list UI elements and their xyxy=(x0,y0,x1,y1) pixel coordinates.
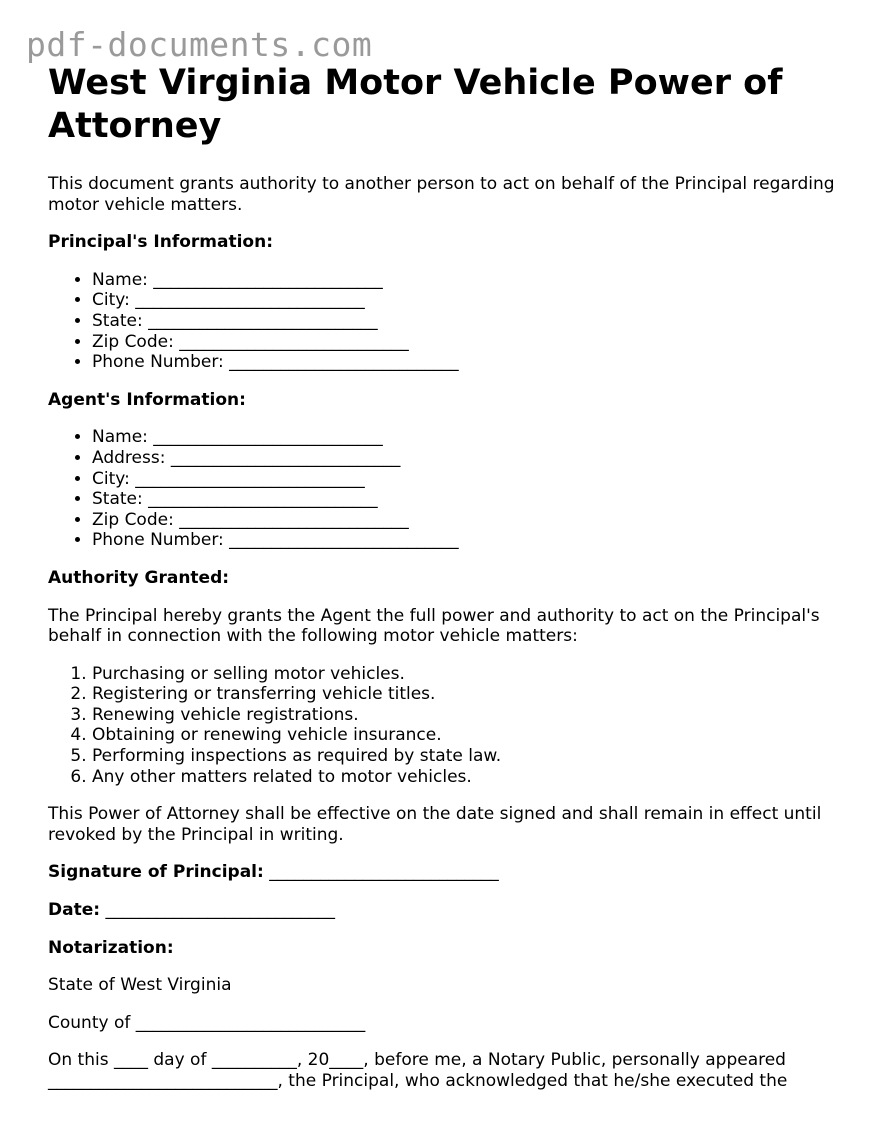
principal-fields-list xyxy=(48,270,848,373)
notary-statement: On this ____ day of __________, 20____, before me, a Notary Public, personally appeared ___________________________, the Principal, who acknowledged that he/she executed the xyxy=(48,1050,788,1091)
agent-zip-field: • Zip Code: ___________________________ xyxy=(92,510,848,531)
agent-heading: Agent's Information: xyxy=(48,389,246,410)
principal-state-field: • State: ___________________________ xyxy=(92,311,848,332)
signature-blank: ___________________________ xyxy=(269,862,499,883)
document-page xyxy=(48,62,848,1109)
authority-paragraph: The Principal hereby grants the Agent the full power and authority to act on the Principal's behalf in connection with the following motor vehicle matters: xyxy=(48,605,820,647)
authority-heading: Authority Granted: xyxy=(48,567,230,588)
watermark: pdf-documents.com xyxy=(26,25,373,64)
principal-heading: Principal's Information: xyxy=(48,232,273,253)
agent-address-field: • Address: ___________________________ xyxy=(92,448,848,469)
effective-paragraph: This Power of Attorney shall be effective on the date signed and shall remain in effect until revoked by the Principal in writing. xyxy=(48,804,822,845)
intro-paragraph: This document grants authority to another person to act on behalf of the Principal regarding motor vehicle matters. xyxy=(48,174,835,215)
agent-fields-list xyxy=(48,427,848,551)
date-line xyxy=(48,900,848,921)
authority-item: 4. Obtaining or renewing vehicle insurance. xyxy=(92,725,848,746)
authority-item: 1. Purchasing or selling motor vehicles. xyxy=(92,664,848,685)
notarization-heading: Notarization: xyxy=(48,937,174,958)
principal-city-field: • City: ___________________________ xyxy=(92,290,848,311)
authority-item: 3. Renewing vehicle registrations. xyxy=(92,705,848,726)
principal-phone-field: • Phone Number: ___________________________ xyxy=(92,352,848,373)
agent-city-field: • City: ___________________________ xyxy=(92,469,848,490)
authority-item: 2. Registering or transferring vehicle titles. xyxy=(92,684,848,705)
agent-state-field: • State: ___________________________ xyxy=(92,489,848,510)
principal-name-field: • Name: ___________________________ xyxy=(92,270,848,291)
signature-label: Signature of Principal: xyxy=(48,862,264,883)
date-label: Date: xyxy=(48,900,101,921)
date-blank: ___________________________ xyxy=(105,900,335,921)
authority-item: 5. Performing inspections as required by state law. xyxy=(92,746,848,767)
document-title: West Virginia Motor Vehicle Power of Attorney xyxy=(48,63,783,146)
notary-county: County of ___________________________ xyxy=(48,1012,366,1033)
signature-line xyxy=(48,862,848,883)
notary-state: State of West Virginia xyxy=(48,975,232,996)
authority-item: 6. Any other matters related to motor vehicles. xyxy=(92,767,848,788)
authority-list xyxy=(48,664,848,788)
principal-zip-field: • Zip Code: ___________________________ xyxy=(92,332,848,353)
agent-name-field: • Name: ___________________________ xyxy=(92,427,848,448)
agent-phone-field: • Phone Number: ___________________________ xyxy=(92,530,848,551)
